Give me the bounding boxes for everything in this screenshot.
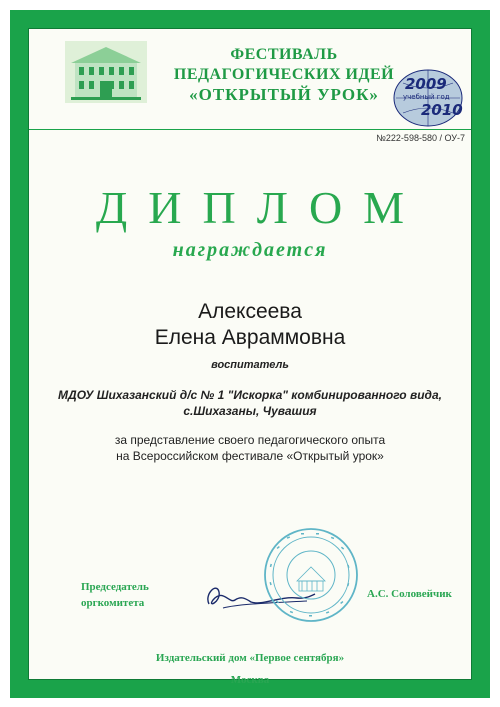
festival-title-line1: ФЕСТИВАЛЬ [230, 46, 338, 63]
award-reason-line1: за представление своего педагогического опыта [114, 433, 386, 447]
publisher-name: Издательский дом «Первое сентября» [155, 652, 345, 664]
awarded-label: награждается [172, 239, 328, 261]
chairman-label-line1: Председатель [81, 581, 149, 593]
award-reason-line2: на Всероссийском фестивале «Открытый урок» [116, 449, 384, 463]
organization [29, 387, 471, 419]
organization-line1: МДОУ Шихазанский д/с № 1 "Искорка" комбинированного вида, [58, 388, 442, 402]
document-number: №222-598-580 / ОУ-7 [376, 133, 465, 143]
recipient-role: воспитатель [211, 359, 289, 371]
year-start: 2009 [405, 75, 447, 93]
publisher-city: Москва [230, 674, 270, 686]
chairman-label [81, 579, 149, 611]
publisher [29, 647, 471, 691]
festival-title-line2: ПЕДАГОГИЧЕСКИХ ИДЕЙ [173, 66, 395, 83]
header-band [29, 29, 471, 130]
organization-seal [261, 525, 361, 625]
recipient-surname: Алексеева [198, 300, 302, 323]
chairman-label-line2: оргкомитета [81, 597, 145, 609]
recipient-name [29, 299, 471, 351]
building-icon [65, 41, 147, 103]
year-end: 2010 [421, 101, 463, 119]
award-reason [29, 432, 471, 464]
festival-title-line3: «ОТКРЫТЫЙ УРОК» [189, 85, 379, 104]
recipient-given-names: Елена Авраммовна [154, 326, 346, 349]
diploma-title: ДИПЛОМ [95, 182, 426, 233]
diploma-sheet [28, 28, 472, 686]
diploma-frame [10, 10, 490, 698]
organization-line2: с.Шихазаны, Чувашия [183, 404, 317, 418]
academic-year-badge [391, 67, 465, 129]
year-caption: учебный год [403, 93, 450, 101]
signer-name: А.С. Соловейчик [367, 588, 452, 600]
festival-title [159, 45, 409, 105]
